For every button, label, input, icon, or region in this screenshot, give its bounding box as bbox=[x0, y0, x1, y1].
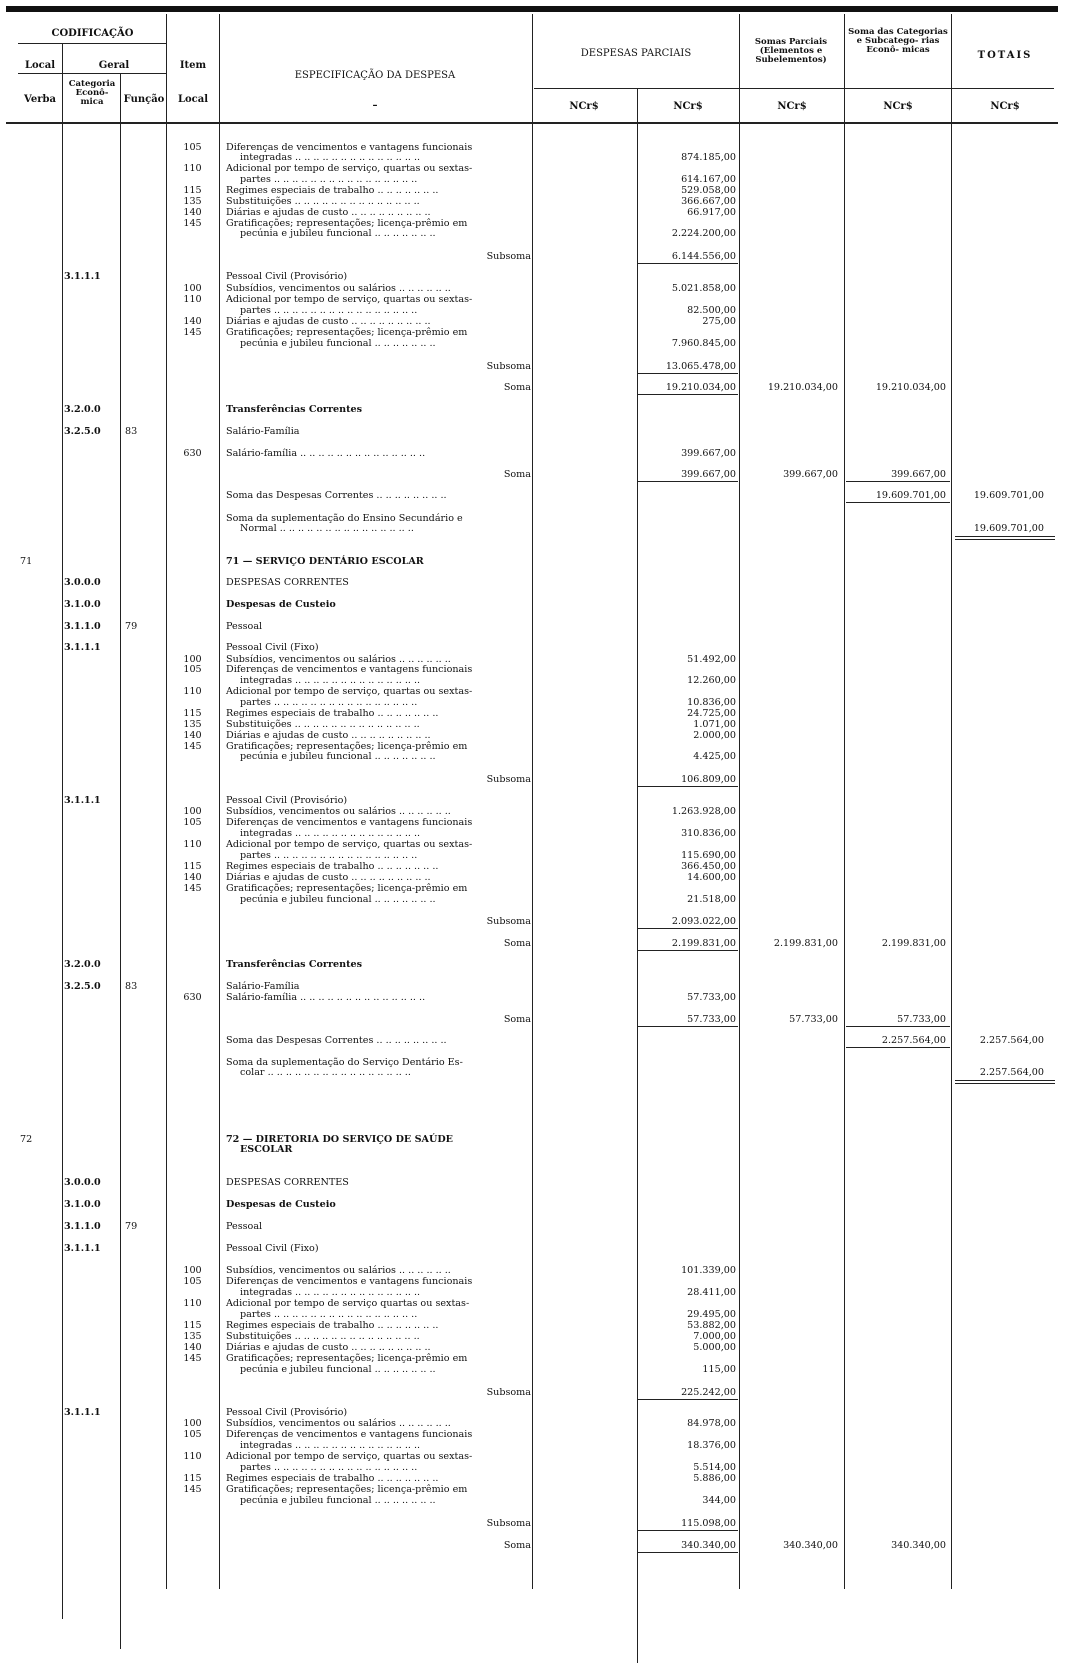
partial-expense-value: 115.098,00 bbox=[681, 1518, 736, 1529]
category-sum-value: 19.609.701,00 bbox=[875, 490, 946, 501]
header-item-local: Local bbox=[177, 94, 209, 105]
partial-sum-value: 340.340,00 bbox=[783, 1540, 838, 1551]
item-code: 140 bbox=[183, 316, 202, 327]
expense-description: Diferenças de vencimentos e vantagens funcionais bbox=[226, 142, 473, 153]
expense-description: Soma bbox=[503, 382, 531, 393]
expense-description: Substituições .. .. .. .. .. .. .. .. .. .. .. .. .. .. bbox=[226, 196, 420, 207]
item-code: 115 bbox=[183, 708, 202, 719]
item-code: 145 bbox=[183, 218, 202, 229]
item-code: 115 bbox=[183, 861, 202, 872]
expense-description: pecúnia e jubileu funcional .. .. .. .. .. .. .. bbox=[240, 228, 436, 239]
expense-description: Gratificações; representações; licença-prêmio em bbox=[226, 1484, 468, 1495]
header-codificacao: CODIFICAÇÃO bbox=[51, 28, 134, 39]
expense-description: Soma da suplementação do Ensino Secundário e bbox=[226, 513, 463, 524]
partial-expense-value: 2.000,00 bbox=[693, 730, 736, 741]
expense-description: Diárias e ajudas de custo .. .. .. .. .. .. .. .. .. bbox=[226, 730, 431, 741]
expense-description: Pessoal bbox=[226, 621, 263, 632]
item-code: 100 bbox=[183, 1418, 202, 1429]
category-rule bbox=[846, 502, 950, 503]
expense-description: ESCOLAR bbox=[240, 1144, 293, 1155]
partial-expense-value: 366.450,00 bbox=[681, 861, 736, 872]
expense-description: Subsoma bbox=[486, 1387, 531, 1398]
verba-code: 71 bbox=[20, 556, 33, 567]
partial-expense-value: 2.224.200,00 bbox=[671, 228, 736, 239]
expense-description: pecúnia e jubileu funcional .. .. .. .. .. .. .. bbox=[240, 894, 436, 905]
expense-description: Gratificações; representações; licença-prêmio em bbox=[226, 327, 468, 338]
total-rule bbox=[955, 1083, 1055, 1084]
category-code: 3.1.1.1 bbox=[64, 271, 101, 282]
expense-description: pecúnia e jubileu funcional .. .. .. .. .. .. .. bbox=[240, 1495, 436, 1506]
item-code: 145 bbox=[183, 883, 202, 894]
partial-expense-value: 5.886,00 bbox=[693, 1473, 736, 1484]
currency-label-sp: NCr$ bbox=[777, 101, 807, 112]
header-categoria: Categoria Econô- mica bbox=[68, 79, 116, 107]
expense-description: Normal .. .. .. .. .. .. .. .. .. .. .. .. .. .. .. bbox=[240, 523, 414, 534]
expense-description: Salário-família .. .. .. .. .. .. .. .. .. .. .. .. .. .. bbox=[226, 992, 426, 1003]
total-value: 19.609.701,00 bbox=[973, 490, 1044, 501]
partial-expense-value: 275,00 bbox=[702, 316, 736, 327]
partial-expense-value: 28.411,00 bbox=[687, 1287, 736, 1298]
category-code: 3.1.1.1 bbox=[64, 642, 101, 653]
expense-description: pecúnia e jubileu funcional .. .. .. .. .. .. .. bbox=[240, 338, 436, 349]
partial-expense-value: 614.167,00 bbox=[681, 174, 736, 185]
expense-description: Pessoal Civil (Provisório) bbox=[226, 1407, 348, 1418]
category-rule bbox=[846, 1026, 950, 1027]
subtotal-rule bbox=[638, 394, 738, 395]
category-code: 3.1.1.0 bbox=[64, 621, 101, 632]
expense-description: Subsídios, vencimentos ou salários .. .. .. .. .. .. bbox=[226, 654, 451, 665]
item-code: 105 bbox=[183, 664, 202, 675]
category-code: 3.1.1.0 bbox=[64, 1221, 101, 1232]
expense-description: partes .. .. .. .. .. .. .. .. .. .. .. .. .. .. .. .. bbox=[240, 305, 418, 316]
expense-description: Adicional por tempo de serviço, quartas ou sextas- bbox=[226, 1451, 473, 1462]
total-rule bbox=[955, 1080, 1055, 1081]
expense-description: Soma bbox=[503, 1540, 531, 1551]
category-code: 3.2.5.0 bbox=[64, 981, 101, 992]
partial-expense-value: 13.065.478,00 bbox=[665, 361, 736, 372]
partial-expense-value: 84.978,00 bbox=[687, 1418, 736, 1429]
expense-description: Adicional por tempo de serviço, quartas ou sextas- bbox=[226, 686, 473, 697]
partial-expense-value: 53.882,00 bbox=[687, 1320, 736, 1331]
partial-expense-value: 29.495,00 bbox=[687, 1309, 736, 1320]
partial-expense-value: 1.263.928,00 bbox=[671, 806, 736, 817]
verba-code: 72 bbox=[20, 1134, 33, 1145]
item-code: 110 bbox=[183, 163, 202, 174]
item-code: 135 bbox=[183, 196, 202, 207]
item-code: 110 bbox=[183, 1451, 202, 1462]
expense-description: Subsídios, vencimentos ou salários .. .. .. .. .. .. bbox=[226, 1418, 451, 1429]
item-code: 110 bbox=[183, 1298, 202, 1309]
partial-expense-value: 874.185,00 bbox=[681, 152, 736, 163]
partial-expense-value: 5.514,00 bbox=[693, 1462, 736, 1473]
category-sum-value: 340.340,00 bbox=[891, 1540, 946, 1551]
expense-description: integradas .. .. .. .. .. .. .. .. .. .. .. .. .. .. bbox=[240, 1287, 421, 1298]
header-funcao: Função bbox=[123, 94, 165, 105]
category-code: 3.1.0.0 bbox=[64, 1199, 101, 1210]
expense-description: Pessoal Civil (Provisório) bbox=[226, 795, 348, 806]
function-code: 83 bbox=[125, 981, 138, 992]
expense-description: Gratificações; representações; licença-prêmio em bbox=[226, 741, 468, 752]
partial-expense-value: 12.260,00 bbox=[687, 675, 736, 686]
expense-description: Diferenças de vencimentos e vantagens funcionais bbox=[226, 1276, 473, 1287]
expense-description: Substituições .. .. .. .. .. .. .. .. .. .. .. .. .. .. bbox=[226, 719, 420, 730]
expense-description: Subsoma bbox=[486, 251, 531, 262]
header-somas-parciais: Somas Parciais (Elementos e Subelementos) bbox=[754, 37, 828, 65]
subtotal-rule bbox=[638, 481, 738, 482]
partial-expense-value: 106.809,00 bbox=[681, 774, 736, 785]
item-code: 105 bbox=[183, 1429, 202, 1440]
item-code: 630 bbox=[183, 448, 202, 459]
partial-sum-value: 2.199.831,00 bbox=[773, 938, 838, 949]
item-code: 145 bbox=[183, 1484, 202, 1495]
currency-label-dp2: NCr$ bbox=[673, 101, 703, 112]
function-code: 79 bbox=[125, 1221, 138, 1232]
expense-description: DESPESAS CORRENTES bbox=[226, 577, 349, 588]
header-verba: Verba bbox=[24, 94, 56, 105]
expense-description: integradas .. .. .. .. .. .. .. .. .. .. .. .. .. .. bbox=[240, 828, 421, 839]
subtotal-rule bbox=[638, 950, 738, 951]
item-code: 630 bbox=[183, 992, 202, 1003]
expense-description: Soma da suplementação do Serviço Dentário Es- bbox=[226, 1057, 463, 1068]
expense-description: integradas .. .. .. .. .. .. .. .. .. .. .. .. .. .. bbox=[240, 1440, 421, 1451]
expense-description: Subsoma bbox=[486, 361, 531, 372]
item-code: 145 bbox=[183, 327, 202, 338]
item-code: 115 bbox=[183, 1473, 202, 1484]
subtotal-rule bbox=[638, 928, 738, 929]
partial-expense-value: 24.725,00 bbox=[687, 708, 736, 719]
category-sum-value: 2.257.564,00 bbox=[881, 1035, 946, 1046]
expense-description: partes .. .. .. .. .. .. .. .. .. .. .. .. .. .. .. .. bbox=[240, 1309, 418, 1320]
partial-expense-value: 82.500,00 bbox=[687, 305, 736, 316]
partial-sum-value: 399.667,00 bbox=[783, 469, 838, 480]
expense-description: Subsoma bbox=[486, 1518, 531, 1529]
expense-description: Soma bbox=[503, 938, 531, 949]
header-especificacao-dash: – bbox=[372, 100, 378, 111]
expense-description: integradas .. .. .. .. .. .. .. .. .. .. .. .. .. .. bbox=[240, 675, 421, 686]
partial-expense-value: 5.000,00 bbox=[693, 1342, 736, 1353]
partial-expense-value: 57.733,00 bbox=[687, 1014, 736, 1025]
expense-description: Diferenças de vencimentos e vantagens funcionais bbox=[226, 1429, 473, 1440]
item-code: 100 bbox=[183, 806, 202, 817]
partial-expense-value: 4.425,00 bbox=[693, 751, 736, 762]
partial-sum-value: 57.733,00 bbox=[789, 1014, 838, 1025]
item-code: 110 bbox=[183, 686, 202, 697]
category-sum-value: 57.733,00 bbox=[897, 1014, 946, 1025]
item-code: 105 bbox=[183, 142, 202, 153]
partial-expense-value: 101.339,00 bbox=[681, 1265, 736, 1276]
header-especificacao: ESPECIFICAÇÃO DA DESPESA bbox=[294, 70, 456, 81]
category-code: 3.1.1.1 bbox=[64, 795, 101, 806]
category-code: 3.0.0.0 bbox=[64, 577, 101, 588]
partial-expense-value: 399.667,00 bbox=[681, 469, 736, 480]
expense-description: Substituições .. .. .. .. .. .. .. .. .. .. .. .. .. .. bbox=[226, 1331, 420, 1342]
header-geral: Geral bbox=[98, 60, 130, 71]
partial-expense-value: 19.210.034,00 bbox=[665, 382, 736, 393]
item-code: 135 bbox=[183, 1331, 202, 1342]
subtotal-rule bbox=[638, 786, 738, 787]
partial-expense-value: 529.058,00 bbox=[681, 185, 736, 196]
partial-expense-value: 2.199.831,00 bbox=[671, 938, 736, 949]
item-code: 110 bbox=[183, 839, 202, 850]
category-rule bbox=[846, 1047, 950, 1048]
partial-expense-value: 2.093.022,00 bbox=[671, 916, 736, 927]
expense-description: Transferências Correntes bbox=[226, 959, 363, 970]
subtotal-rule bbox=[638, 1399, 738, 1400]
item-code: 110 bbox=[183, 294, 202, 305]
expense-description: partes .. .. .. .. .. .. .. .. .. .. .. .. .. .. .. .. bbox=[240, 697, 418, 708]
item-code: 140 bbox=[183, 207, 202, 218]
expense-description: Pessoal bbox=[226, 1221, 263, 1232]
partial-expense-value: 51.492,00 bbox=[687, 654, 736, 665]
category-code: 3.1.1.1 bbox=[64, 1243, 101, 1254]
category-rule bbox=[846, 481, 950, 482]
partial-expense-value: 225.242,00 bbox=[681, 1387, 736, 1398]
header-soma-categorias: Soma das Categorias e Subcatego- rias Econô- micas bbox=[848, 27, 948, 55]
partial-expense-value: 115.690,00 bbox=[681, 850, 736, 861]
item-code: 115 bbox=[183, 1320, 202, 1331]
total-value: 2.257.564,00 bbox=[979, 1035, 1044, 1046]
item-code: 145 bbox=[183, 741, 202, 752]
category-code: 3.2.0.0 bbox=[64, 404, 101, 415]
total-value: 19.609.701,00 bbox=[973, 523, 1044, 534]
partial-expense-value: 310.836,00 bbox=[681, 828, 736, 839]
partial-expense-value: 344,00 bbox=[702, 1495, 736, 1506]
partial-expense-value: 6.144.556,00 bbox=[671, 251, 736, 262]
expense-description: partes .. .. .. .. .. .. .. .. .. .. .. .. .. .. .. .. bbox=[240, 850, 418, 861]
expense-description: Soma bbox=[503, 1014, 531, 1025]
partial-expense-value: 366.667,00 bbox=[681, 196, 736, 207]
partial-expense-value: 10.836,00 bbox=[687, 697, 736, 708]
expense-description: Regimes especiais de trabalho .. .. .. .. .. .. .. bbox=[226, 1320, 439, 1331]
partial-expense-value: 18.376,00 bbox=[687, 1440, 736, 1451]
expense-description: Regimes especiais de trabalho .. .. .. .. .. .. .. bbox=[226, 1473, 439, 1484]
item-code: 100 bbox=[183, 283, 202, 294]
expense-description: Pessoal Civil (Fixo) bbox=[226, 1243, 319, 1254]
expense-description: Diferenças de vencimentos e vantagens funcionais bbox=[226, 817, 473, 828]
category-code: 3.2.0.0 bbox=[64, 959, 101, 970]
expense-description: Salário-Família bbox=[226, 426, 300, 437]
expense-description: Salário-Família bbox=[226, 981, 300, 992]
category-code: 3.1.0.0 bbox=[64, 599, 101, 610]
expense-description: Adicional por tempo de serviço, quartas ou sextas- bbox=[226, 163, 473, 174]
function-code: 79 bbox=[125, 621, 138, 632]
header-despesas-parciais: DESPESAS PARCIAIS bbox=[580, 48, 692, 59]
expense-description: Regimes especiais de trabalho .. .. .. .. .. .. .. bbox=[226, 708, 439, 719]
expense-description: Adicional por tempo de serviço, quartas ou sextas- bbox=[226, 294, 473, 305]
expense-description: Soma bbox=[503, 469, 531, 480]
item-code: 135 bbox=[183, 719, 202, 730]
item-code: 140 bbox=[183, 1342, 202, 1353]
category-code: 3.0.0.0 bbox=[64, 1177, 101, 1188]
partial-expense-value: 115,00 bbox=[702, 1364, 736, 1375]
expense-description: Despesas de Custeio bbox=[226, 1199, 336, 1210]
item-code: 115 bbox=[183, 185, 202, 196]
expense-description: Subsídios, vencimentos ou salários .. .. .. .. .. .. bbox=[226, 283, 451, 294]
expense-description: partes .. .. .. .. .. .. .. .. .. .. .. .. .. .. .. .. bbox=[240, 174, 418, 185]
expense-description: Gratificações; representações; licença-prêmio em bbox=[226, 883, 468, 894]
subtotal-rule bbox=[638, 1026, 738, 1027]
currency-label-tot: NCr$ bbox=[990, 101, 1020, 112]
expense-description: 71 — SERVIÇO DENTÁRIO ESCOLAR bbox=[226, 556, 424, 567]
expense-description: Subsoma bbox=[486, 774, 531, 785]
expense-description: Pessoal Civil (Fixo) bbox=[226, 642, 319, 653]
expense-description: Gratificações; representações; licença-prêmio em bbox=[226, 1353, 468, 1364]
header-item: Item bbox=[179, 60, 207, 71]
expense-description: pecúnia e jubileu funcional .. .. .. .. .. .. .. bbox=[240, 751, 436, 762]
item-code: 105 bbox=[183, 817, 202, 828]
expense-description: Soma das Despesas Correntes .. .. .. .. .. .. .. .. bbox=[226, 1035, 447, 1046]
partial-expense-value: 66.917,00 bbox=[687, 207, 736, 218]
expense-description: Diárias e ajudas de custo .. .. .. .. .. .. .. .. .. bbox=[226, 1342, 431, 1353]
partial-expense-value: 14.600,00 bbox=[687, 872, 736, 883]
category-sum-value: 2.199.831,00 bbox=[881, 938, 946, 949]
expense-description: Despesas de Custeio bbox=[226, 599, 336, 610]
item-code: 140 bbox=[183, 872, 202, 883]
currency-label-sc: NCr$ bbox=[883, 101, 913, 112]
total-value: 2.257.564,00 bbox=[979, 1067, 1044, 1078]
subtotal-rule bbox=[638, 1530, 738, 1531]
expense-description: Diárias e ajudas de custo .. .. .. .. .. .. .. .. .. bbox=[226, 207, 431, 218]
partial-expense-value: 7.000,00 bbox=[693, 1331, 736, 1342]
expense-description: Gratificações; representações; licença-prêmio em bbox=[226, 218, 468, 229]
expense-description: 72 — DIRETORIA DO SERVIÇO DE SAÚDE bbox=[226, 1134, 453, 1145]
item-code: 105 bbox=[183, 1276, 202, 1287]
expense-description: Adicional por tempo de serviço, quartas ou sextas- bbox=[226, 839, 473, 850]
total-rule bbox=[955, 536, 1055, 537]
partial-expense-value: 5.021.858,00 bbox=[671, 283, 736, 294]
header-totais: TOTAIS bbox=[977, 50, 1033, 61]
expense-description: Subsídios, vencimentos ou salários .. .. .. .. .. .. bbox=[226, 1265, 451, 1276]
category-sum-value: 19.210.034,00 bbox=[875, 382, 946, 393]
expense-description: Salário-família .. .. .. .. .. .. .. .. .. .. .. .. .. .. bbox=[226, 448, 426, 459]
item-code: 140 bbox=[183, 730, 202, 741]
subtotal-rule bbox=[638, 263, 738, 264]
expense-description: Pessoal Civil (Provisório) bbox=[226, 271, 348, 282]
item-code: 100 bbox=[183, 1265, 202, 1276]
header-local: Local bbox=[24, 60, 56, 71]
expense-description: Regimes especiais de trabalho .. .. .. .. .. .. .. bbox=[226, 861, 439, 872]
subtotal-rule bbox=[638, 1552, 738, 1553]
category-code: 3.2.5.0 bbox=[64, 426, 101, 437]
partial-expense-value: 340.340,00 bbox=[681, 1540, 736, 1551]
partial-expense-value: 1.071,00 bbox=[693, 719, 736, 730]
partial-expense-value: 399.667,00 bbox=[681, 448, 736, 459]
expense-description: Soma das Despesas Correntes .. .. .. .. .. .. .. .. bbox=[226, 490, 447, 501]
partial-expense-value: 57.733,00 bbox=[687, 992, 736, 1003]
expense-description: DESPESAS CORRENTES bbox=[226, 1177, 349, 1188]
expense-description: Subsídios, vencimentos ou salários .. .. .. .. .. .. bbox=[226, 806, 451, 817]
expense-description: integradas .. .. .. .. .. .. .. .. .. .. .. .. .. .. bbox=[240, 152, 421, 163]
expense-description: partes .. .. .. .. .. .. .. .. .. .. .. .. .. .. .. .. bbox=[240, 1462, 418, 1473]
item-code: 100 bbox=[183, 654, 202, 665]
partial-expense-value: 21.518,00 bbox=[687, 894, 736, 905]
expense-description: Adicional por tempo de serviço quartas ou sextas- bbox=[226, 1298, 470, 1309]
expense-description: Subsoma bbox=[486, 916, 531, 927]
expense-description: Regimes especiais de trabalho .. .. .. .. .. .. .. bbox=[226, 185, 439, 196]
expense-description: pecúnia e jubileu funcional .. .. .. .. .. .. .. bbox=[240, 1364, 436, 1375]
expense-description: colar .. .. .. .. .. .. .. .. .. .. .. .. .. .. .. .. bbox=[240, 1067, 411, 1078]
expense-description: Diárias e ajudas de custo .. .. .. .. .. .. .. .. .. bbox=[226, 316, 431, 327]
expense-description: Transferências Correntes bbox=[226, 404, 363, 415]
function-code: 83 bbox=[125, 426, 138, 437]
partial-expense-value: 7.960.845,00 bbox=[671, 338, 736, 349]
expense-description: Diárias e ajudas de custo .. .. .. .. .. .. .. .. .. bbox=[226, 872, 431, 883]
subtotal-rule bbox=[638, 373, 738, 374]
item-code: 145 bbox=[183, 1353, 202, 1364]
category-code: 3.1.1.1 bbox=[64, 1407, 101, 1418]
category-sum-value: 399.667,00 bbox=[891, 469, 946, 480]
expense-description: Diferenças de vencimentos e vantagens funcionais bbox=[226, 664, 473, 675]
currency-label-dp1: NCr$ bbox=[569, 101, 599, 112]
total-rule bbox=[955, 539, 1055, 540]
partial-sum-value: 19.210.034,00 bbox=[767, 382, 838, 393]
